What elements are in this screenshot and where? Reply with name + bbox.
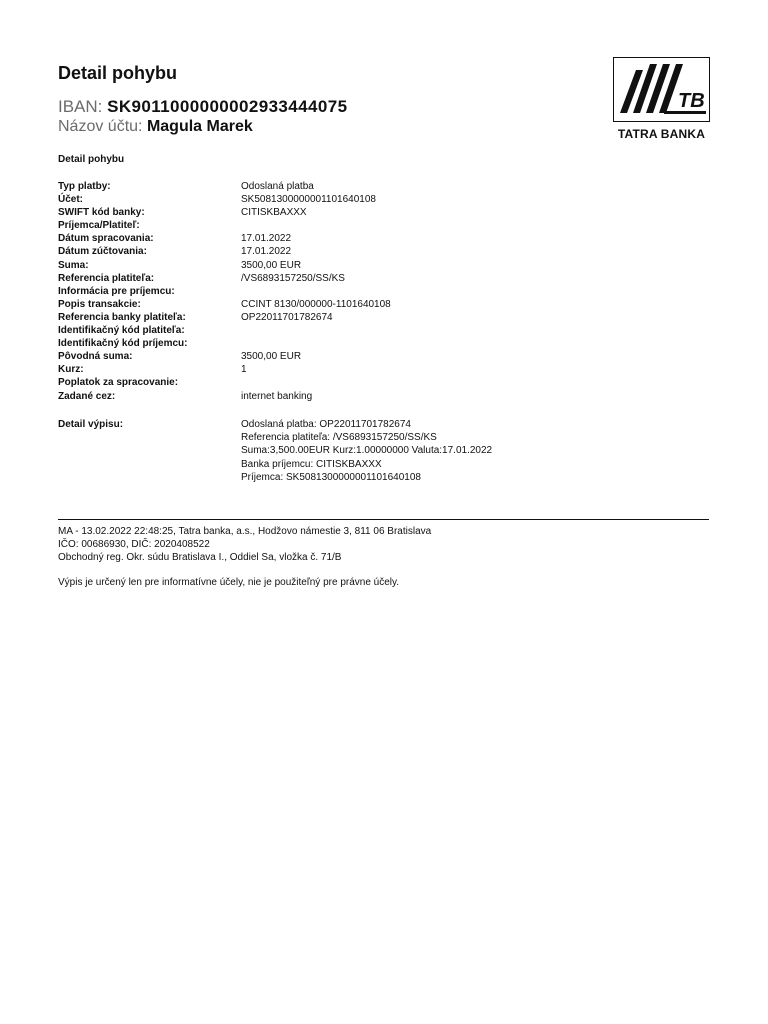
page-title: Detail pohybu bbox=[58, 63, 178, 83]
account-name-value: Magula Marek bbox=[146, 118, 253, 135]
detail-row bbox=[58, 232, 658, 245]
logo-box bbox=[613, 57, 710, 122]
detail-row-value: 3500,00 EUR bbox=[241, 351, 302, 363]
detail-row bbox=[58, 285, 658, 298]
detail-row bbox=[58, 311, 658, 324]
detail-row bbox=[58, 259, 658, 272]
detail-row-label: Zadané cez: bbox=[58, 390, 116, 402]
footer-line-1: MA - 13.02.2022 22:48:25, Tatra banka, a.s., Hodžovo námestie 3, 811 06 Bratislava bbox=[58, 526, 432, 537]
detail-row-label: Kurz: bbox=[58, 364, 84, 376]
detail-rows bbox=[58, 180, 658, 403]
detail-row-value: 17.01.2022 bbox=[241, 233, 292, 245]
detail-row bbox=[58, 363, 658, 376]
detail-row bbox=[58, 390, 658, 403]
detail-row-label: Identifikačný kód príjemcu: bbox=[58, 338, 188, 350]
detail-row-value: /VS6893157250/SS/KS bbox=[241, 272, 345, 284]
detail-vypisu-line: Odoslaná platba: OP22011701782674 bbox=[241, 419, 411, 430]
detail-row-value: CCINT 8130/000000-1101640108 bbox=[241, 298, 391, 310]
footer bbox=[58, 525, 431, 565]
detail-row-label: Dátum zúčtovania: bbox=[58, 246, 147, 258]
detail-vypisu-line: Referencia platiteľa: /VS6893157250/SS/KS bbox=[241, 432, 437, 444]
detail-row bbox=[58, 298, 658, 311]
detail-row-value: OP22011701782674 bbox=[241, 311, 333, 323]
section-title: Detail pohybu bbox=[58, 154, 125, 165]
detail-row-label: Príjemca/Platiteľ: bbox=[58, 220, 140, 232]
detail-row bbox=[58, 337, 658, 350]
detail-vypisu-line: Suma:3,500.00EUR Kurz:1.00000000 Valuta:17.01.2022 bbox=[241, 445, 493, 457]
detail-row-label: Suma: bbox=[58, 259, 89, 271]
footer-line-2: IČO: 00686930, DIČ: 2020408522 bbox=[58, 539, 210, 551]
detail-vypisu-line: Banka príjemcu: CITISKBAXXX bbox=[241, 458, 382, 470]
detail-row bbox=[58, 219, 658, 232]
detail-row-label: Pôvodná suma: bbox=[58, 351, 133, 363]
logo-mark-text: TB bbox=[678, 90, 705, 112]
detail-row-label: Informácia pre príjemcu: bbox=[58, 285, 175, 297]
account-name-line bbox=[58, 118, 253, 136]
detail-row-value: 3500,00 EUR bbox=[241, 259, 302, 271]
detail-row-value: internet banking bbox=[241, 390, 313, 402]
detail-row bbox=[58, 193, 658, 206]
detail-vypisu-label: Detail výpisu: bbox=[58, 419, 124, 430]
detail-row-value: CITISKBAXXX bbox=[241, 207, 307, 219]
detail-row-label: Referencia banky platiteľa: bbox=[58, 311, 186, 323]
disclaimer: Výpis je určený len pre informatívne účely, nie je použiteľný pre právne účely. bbox=[58, 577, 400, 588]
detail-row bbox=[58, 206, 658, 219]
detail-vypisu-lines bbox=[241, 418, 492, 484]
divider bbox=[58, 519, 709, 520]
detail-row-label: Referencia platiteľa: bbox=[58, 272, 155, 284]
iban-value: SK9011000000002933444075 bbox=[107, 97, 348, 116]
detail-row-value: 17.01.2022 bbox=[241, 246, 292, 258]
detail-row bbox=[58, 272, 658, 285]
detail-row-label: Typ platby: bbox=[58, 181, 111, 192]
footer-line-3: Obchodný reg. Okr. súdu Bratislava I., Oddiel Sa, vložka č. 71/B bbox=[58, 552, 342, 564]
tatra-banka-logo bbox=[613, 57, 710, 143]
detail-vypisu-line: Príjemca: SK5081300000001101640108 bbox=[241, 471, 421, 483]
logo-mark-icon bbox=[614, 58, 709, 121]
detail-row bbox=[58, 350, 658, 363]
detail-row-value: Odoslaná platba bbox=[241, 181, 314, 192]
detail-row bbox=[58, 376, 658, 389]
detail-row-value: 1 bbox=[241, 364, 247, 376]
detail-row-label: Poplatok za spracovanie: bbox=[58, 377, 179, 389]
detail-row-label: Identifikačný kód platiteľa: bbox=[58, 325, 185, 337]
detail-row-label: Popis transakcie: bbox=[58, 298, 141, 310]
iban-label: IBAN: bbox=[58, 97, 103, 116]
detail-row bbox=[58, 324, 658, 337]
logo-text: TATRA BANKA bbox=[617, 127, 706, 141]
detail-row bbox=[58, 180, 658, 193]
detail-row-label: Účet: bbox=[58, 194, 84, 206]
detail-row-label: SWIFT kód banky: bbox=[58, 207, 145, 219]
detail-row bbox=[58, 245, 658, 258]
detail-row-label: Dátum spracovania: bbox=[58, 233, 154, 245]
iban-line bbox=[58, 97, 347, 117]
account-name-label: Názov účtu: bbox=[58, 118, 143, 135]
detail-row-value: SK5081300000001101640108 bbox=[241, 194, 376, 206]
